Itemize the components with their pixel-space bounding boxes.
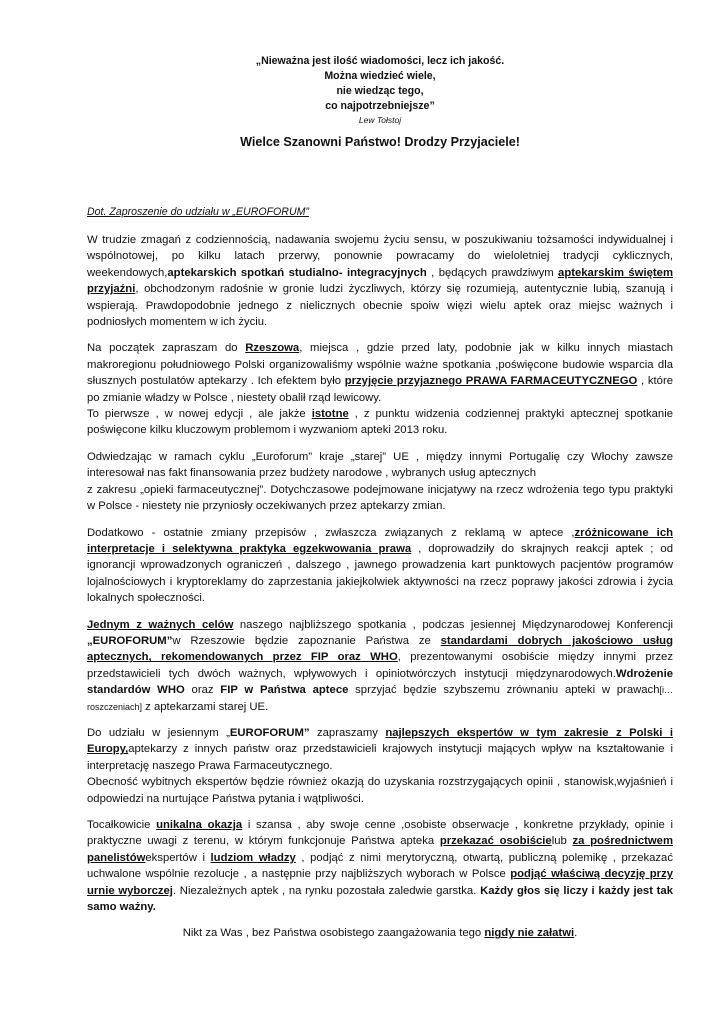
- paragraph-1: [87, 232, 673, 330]
- text-run: Do udziału w jesiennym „: [87, 726, 230, 739]
- emphasis-text: najlepszych ekspertów w tym zakresie z Polski i Europy,: [87, 726, 673, 756]
- text-run: naszego najbliższego spotkania , podczas jesiennej Międzynarodowej Konferencji: [233, 618, 673, 631]
- text-run: Dodatkowo - ostatnie zmiany przepisów , zwłaszcza związanych z reklamą w aptece ,: [87, 526, 575, 539]
- text-run: , obchodzonym radośnie w gronie ludzi życzliwych, którzy się rozumieją, autentycznie lubią, szanują i wspierają. Prawdopodobnie jednego z nielicznych obecnie spoiw więzi wielu aptek oraz miejsc ważnych i podniosłych momentem w ich życiu.: [87, 283, 673, 329]
- quote-line: Można wiedzieć wiele,: [324, 70, 436, 82]
- text-run: sprzyjać będzie szybszemu zrównaniu apteki w prawach: [348, 684, 660, 697]
- paragraph-5: [87, 617, 673, 715]
- paragraph-2: [87, 340, 673, 438]
- paragraph-7: [87, 817, 673, 915]
- text-run: , będących prawdziwym: [426, 266, 559, 279]
- text-run: oraz: [184, 684, 221, 697]
- quote-author: Lew Tołstoj: [358, 115, 402, 125]
- bold-text: FIP w Państwa aptece: [220, 684, 349, 697]
- text-run: W trudzie zmagań z codziennością, nadawania swojemu życiu sensu, w poszukiwaniu tożsamości indywidualnej i wspólnotowej, po kilku latach przerwy, ponownie powracamy do wieloletniej tradycji cyklicznych, weekendowych,: [87, 234, 673, 279]
- quote-line: nie wiedząc tego,: [336, 85, 424, 97]
- emphasis-text: przyjęcie przyjaznego PRAWA FARMACEUTYCZNEGO: [344, 375, 638, 388]
- text-run: w Rzeszowie będzie zapoznanie Państwa ze: [172, 634, 441, 647]
- bold-text: EUROFORUM”: [229, 726, 310, 739]
- text-run: i szansa , aby swoje cenne ,osobiste obserwacje , konkretne przykłady, opinie i praktyczne uwagi z terenu, w którym funkcjonuje Państwa apteka: [87, 819, 673, 848]
- text-run: Odwiedzając w ramach cyklu „Euroforum” kraje „starej” UE , między innymi Portugalię czy Włochy zawsze interesował nas fakt finansowania przez budżety narodowe , wybranych usług aptecznych: [87, 450, 673, 480]
- text-run: , z punktu widzenia codziennej praktyki aptecznej spotkanie poświęcone kilku kluczowym problemom i wyzwaniom apteki 2013 roku.: [87, 408, 673, 437]
- emphasis-text: ludziom władzy: [210, 851, 296, 864]
- text-run: aptekarzy z innych państw oraz przedstawicieli krajowych instytucji mających wpływ na kształtowanie i interpretację naszego Prawa Farmaceutycznego.: [87, 743, 673, 772]
- bold-text: Każdy głos się liczy i każdy jest tak samo ważny.: [87, 884, 673, 914]
- text-run: To pierwsze , w nowej edycji , ale jakże: [87, 408, 312, 421]
- text-run: Nikt za Was , bez Państwa osobistego zaangażowania tego: [182, 927, 485, 940]
- text-run: , podjąć z nimi merytoryczną, otwartą, publiczną polemikę , przekazać uchwalone wspólnie rezolucje , a następnie przy najbliższych wyborach w Polsce: [87, 851, 673, 881]
- emphasis-text: za pośrednictwem panelistów: [87, 835, 674, 864]
- emphasis-text: zróżnicowane ich interpretacje i selektywna praktyka egzekwowania prawa: [87, 526, 674, 555]
- paragraph-4: [87, 525, 673, 607]
- emphasis-text: podjąć właściwą decyzję przy urnie wyborczej: [87, 868, 674, 897]
- bold-text: Wdrożenie standardów WHO: [87, 667, 673, 697]
- quote-line: „Nieważna jest ilość wiadomości, lecz ich jakość.: [255, 55, 505, 67]
- closing-line: [87, 925, 673, 941]
- emphasis-text: przekazać osobiście: [439, 835, 552, 848]
- text-run: , doprowadziły do skrajnych reakcji aptek ; od ignorancji wprowadzonych ograniczeń , dalszego , jawnego prowadzenia kart punktowych pacjentów programów lojalnościowych i kryptoreklamy do zaprzestania jakiejkolwiek aktywności na rzecz poprawy jakości zdrowia i życia lokalnych społeczności.: [87, 542, 673, 605]
- subject-line: Dot. Zaproszenie do udziału w „EUROFORUM”: [87, 206, 309, 218]
- bold-text: aptekarskich spotkań studialno- integracyjnych: [167, 266, 427, 279]
- emphasis-text: nigdy nie załatwi: [484, 927, 575, 940]
- text-run: lub: [551, 835, 573, 848]
- greeting-heading: Wielce Szanowni Państwo! Drodzy Przyjaciele!: [240, 135, 520, 149]
- bold-text: „EUROFORUM”: [87, 634, 173, 647]
- paragraph-3: [87, 449, 673, 515]
- letter-body: [87, 232, 673, 952]
- small-note: [i…roszczeniach]: [87, 685, 673, 712]
- text-run: . Niezależnych aptek , na rynku pozostała zaledwie garstka.: [172, 884, 481, 897]
- emphasis-text: unikalna okazja: [156, 819, 243, 831]
- emphasis-text: aptekarskim świętem przyjaźni: [87, 266, 673, 296]
- epigraph-quote: [0, 54, 725, 126]
- text-run: Obecność wybitnych ekspertów będzie również okazją do uzyskania rozstrzygających opinii , stanowisk,wyjaśnień i odpowiedzi na nurtujące Państwa pytania i wątpliwości.: [87, 776, 673, 805]
- text-run: , które po zmianie władzy w Polsce , niestety obalił rząd lewicowy.: [87, 375, 673, 404]
- emphasis-text: istotne: [311, 408, 349, 421]
- text-run: .: [574, 927, 578, 940]
- text-run: ekspertów i: [145, 851, 211, 864]
- text-run: Na początek zapraszam do: [87, 342, 246, 355]
- paragraph-6: [87, 725, 673, 807]
- emphasis-text: standardami dobrych jakościowo usług aptecznych, rekomendowanych przez FIP oraz WHO: [87, 634, 673, 664]
- text-run: , prezentowanymi osobiście między innymi przez przedstawicieli tych dwóch ważnych, wpływowych i opiniotwórczych instytucji międzynarodowych.: [87, 651, 673, 680]
- quote-line: co najpotrzebniejsze”: [325, 100, 435, 112]
- emphasis-text: Jednym z ważnych celów: [87, 618, 234, 631]
- text-run: zapraszamy: [309, 726, 386, 739]
- text-run: z aptekarzami starej UE.: [142, 700, 269, 713]
- text-run: z zakresu „opieki farmaceutycznej”. Dotychczasowe podejmowane inicjatywy na rzecz wdrożenia tego typu praktyki w Polsce - niestety nie przyniosły oczekiwanych przez aptekarzy zmian.: [87, 483, 673, 513]
- text-run: , miejsca , gdzie przed laty, podobnie jak w kilku innych miastach makroregionu południowego Polski organizowaliśmy wspólnie ważne spotkania ,poświęcone budowie wsparcia dla słusznych postulatów aptekarzy . Ich efektem było: [87, 342, 673, 388]
- emphasis-text: Rzeszowa: [245, 342, 300, 355]
- text-run: Tocałkowicie: [87, 819, 157, 831]
